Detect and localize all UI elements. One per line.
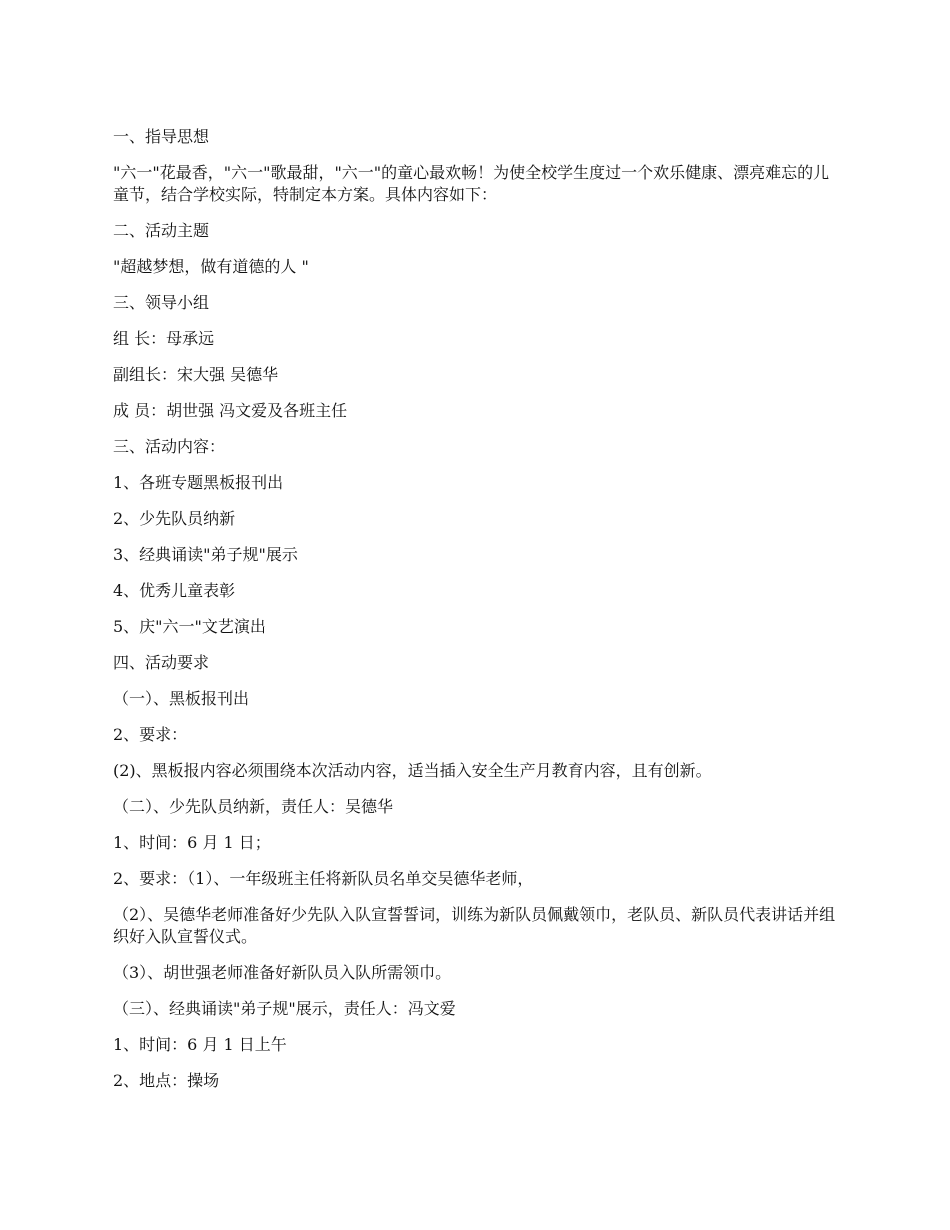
deputy-leader: 副组长：宋大强 吴德华 [113, 365, 279, 384]
new-members-requirement-2: （2）、吴德华老师准备好少先队入队宣誓誓词，训练为新队员佩戴领巾，老队员、新队员代表讲话并组织好入队宣誓仪式。 [113, 905, 836, 946]
content-item-1: 1、各班专题黑板报刊出 [113, 473, 284, 492]
heading-activity-requirements: 四、活动要求 [113, 653, 210, 672]
new-members-requirement-1: 2、要求：（1）、一年级班主任将新队员名单交吴德华老师， [113, 869, 534, 888]
content-item-2: 2、少先队员纳新 [113, 509, 236, 528]
heading-leadership-group: 三、领导小组 [113, 293, 210, 312]
group-members: 成 员：胡世强 冯文爱及各班主任 [113, 401, 348, 420]
theme-text: "超越梦想，做有道德的人 " [113, 257, 309, 276]
blackboard-requirements-label: 2、要求： [113, 725, 188, 744]
recital-time: 1、时间：6 月 1 日上午 [113, 1035, 287, 1054]
intro-paragraph: "六一"花最香，"六一"歌最甜，"六一"的童心最欢畅！为使全校学生度过一个欢乐健康、漂亮难忘的儿童节，结合学校实际，特制定本方案。具体内容如下： [113, 163, 830, 204]
content-item-4: 4、优秀儿童表彰 [113, 581, 236, 600]
recital-location: 2、地点：操场 [113, 1071, 220, 1090]
content-item-3: 3、经典诵读"弟子规"展示 [113, 545, 298, 564]
blackboard-requirement-2: (2)、黑板报内容必须围绕本次活动内容，适当插入安全生产月教育内容，且有创新。 [113, 761, 712, 780]
content-item-5: 5、庆"六一"文艺演出 [113, 617, 266, 636]
heading-activity-content: 三、活动内容： [113, 437, 226, 456]
subheading-classics-recital: （三）、经典诵读"弟子规"展示，责任人：冯文爱 [113, 999, 456, 1018]
subheading-new-members: （二）、少先队员纳新，责任人：吴德华 [113, 797, 394, 816]
heading-guiding-ideology: 一、指导思想 [113, 127, 210, 146]
subheading-blackboard: （一）、黑板报刊出 [113, 689, 250, 708]
new-members-requirement-3: （3）、胡世强老师准备好新队员入队所需领巾。 [113, 963, 452, 982]
new-members-time: 1、时间：6 月 1 日； [113, 833, 271, 852]
group-leader: 组 长：母承远 [113, 329, 215, 348]
document-page [113, 126, 843, 1106]
heading-activity-theme: 二、活动主题 [113, 221, 210, 240]
